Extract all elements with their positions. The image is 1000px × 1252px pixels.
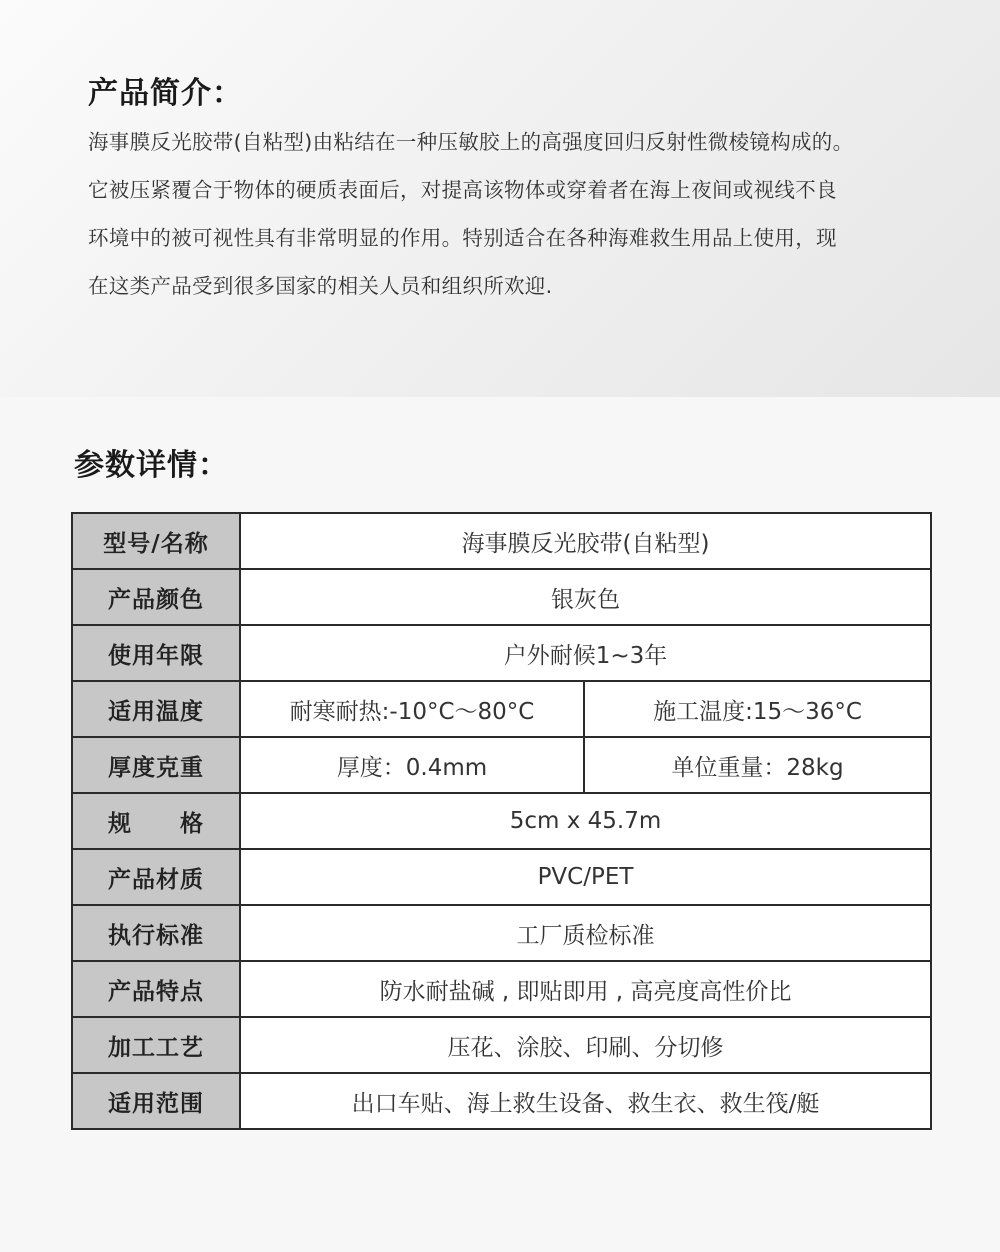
intro-line: 它被压紧覆合于物体的硬质表面后，对提高该物体或穿着者在海上夜间或视线不良 [88,178,837,202]
spec-table [71,512,932,1130]
row-value-right: 单位重量：28kg [584,737,931,793]
intro-section [0,0,1000,397]
row-value-left: 耐寒耐热:-10°C～80°C [240,681,584,737]
row-label: 产品特点 [72,961,240,1017]
row-value-right: 施工温度:15～36°C [584,681,931,737]
row-label: 执行标准 [72,905,240,961]
row-value: 银灰色 [240,569,931,625]
row-value: 防水耐盐碱 , 即贴即用 , 高亮度高性价比 [240,961,931,1017]
table-row [72,569,931,625]
row-value: PVC/PET [240,849,931,905]
intro-description [88,118,938,310]
row-value: 5cm x 45.7m [240,793,931,849]
intro-line: 海事膜反光胶带(自粘型)由粘结在一种压敏胶上的高强度回归反射性微棱镜构成的。 [88,130,854,154]
table-row [72,961,931,1017]
intro-line: 环境中的被可视性具有非常明显的作用。特别适合在各种海难救生用品上使用，现 [88,226,837,250]
row-label: 适用范围 [72,1073,240,1129]
table-row [72,793,931,849]
table-row [72,1073,931,1129]
row-label: 型号/名称 [72,513,240,569]
row-label: 厚度克重 [72,737,240,793]
intro-line: 在这类产品受到很多国家的相关人员和组织所欢迎. [88,274,553,298]
table-row [72,1017,931,1073]
spec-title: 参数详情： [74,448,229,483]
table-row [72,625,931,681]
intro-title: 产品简介： [88,76,243,111]
row-value: 户外耐候1~3年 [240,625,931,681]
table-row [72,737,931,793]
row-value: 压花、涂胶、印刷、分切修 [240,1017,931,1073]
row-value: 出口车贴、海上救生设备、救生衣、救生筏/艇 [240,1073,931,1129]
table-row [72,513,931,569]
row-label: 适用温度 [72,681,240,737]
table-row [72,681,931,737]
row-value-left: 厚度：0.4mm [240,737,584,793]
table-row [72,905,931,961]
row-label: 加工工艺 [72,1017,240,1073]
row-label: 产品材质 [72,849,240,905]
table-row [72,849,931,905]
row-label: 使用年限 [72,625,240,681]
row-label: 规 格 [72,793,240,849]
row-label: 产品颜色 [72,569,240,625]
row-value: 海事膜反光胶带(自粘型) [240,513,931,569]
row-value: 工厂质检标准 [240,905,931,961]
